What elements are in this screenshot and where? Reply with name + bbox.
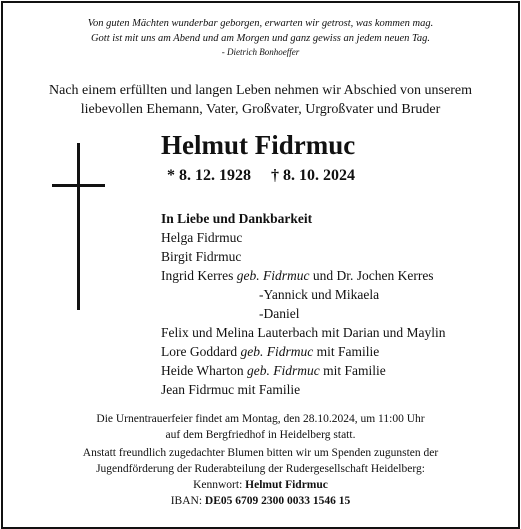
quote-author: - Dietrich Bonhoeffer xyxy=(221,47,300,57)
donation-line-1: Anstatt freundlich zugedachter Blumen bitten wir um Spenden zugunsten der xyxy=(82,447,439,459)
mourner-ingrid xyxy=(161,266,446,285)
mourner-heide xyxy=(161,361,446,380)
death-date: † 8. 10. 2024 xyxy=(271,167,355,184)
mourner-lore-rest: mit Familie xyxy=(313,344,380,359)
quote-line-2: Gott ist mit uns am Abend und am Morgen und ganz gewiss an jedem neuen Tag. xyxy=(90,33,431,44)
mourner-lore-name: Lore Goddard xyxy=(161,344,238,359)
mourner-heide-rest: mit Familie xyxy=(319,363,386,378)
iban-value: DE05 6709 2300 0033 1546 15 xyxy=(204,495,351,507)
donation-line-2: Jugendförderung der Ruderabteilung der Rudergesellschaft Heidelberg: xyxy=(96,463,425,475)
mourner-lore-geb: geb. Fidrmuc xyxy=(240,344,314,359)
mourner-birgit: Birgit Fidrmuc xyxy=(161,249,242,264)
mourners-heading: In Liebe und Dankbarkeit xyxy=(161,211,313,226)
ceremony-line-1: Die Urnentrauerfeier findet am Montag, den 28.10.2024, um 11:00 Uhr xyxy=(96,413,425,425)
grandchildren-2: -Daniel xyxy=(259,306,300,321)
ceremony-notice xyxy=(3,411,518,443)
mourner-ingrid-geb: geb. Fidrmuc xyxy=(236,268,310,283)
grandchildren-1: -Yannick und Mikaela xyxy=(259,287,380,302)
mourner-heide-geb: geb. Fidrmuc xyxy=(246,363,320,378)
donation-kennwort xyxy=(3,477,518,493)
donation-iban xyxy=(3,493,518,509)
deceased-name: Helmut Fidrmuc xyxy=(161,130,356,160)
quote-line-1: Von guten Mächten wunderbar geborgen, erwarten wir getrost, was kommen mag. xyxy=(87,18,434,29)
donation-notice xyxy=(3,445,518,509)
mourner-jean: Jean Fidrmuc mit Familie xyxy=(161,382,301,397)
kennwort-value: Helmut Fidrmuc xyxy=(245,479,328,491)
kennwort-label: Kennwort: xyxy=(193,479,246,491)
iban-label: IBAN: xyxy=(170,495,205,507)
mourner-lore xyxy=(161,342,446,361)
intro-line-1: Nach einem erfüllten und langen Leben nehmen wir Abschied von unserem xyxy=(49,83,472,98)
mourner-heide-name: Heide Wharton xyxy=(161,363,244,378)
cross-icon-horizontal xyxy=(52,184,105,187)
cross-icon-vertical xyxy=(77,143,80,310)
mourner-ingrid-name: Ingrid Kerres xyxy=(161,268,234,283)
obituary-frame xyxy=(1,1,520,529)
mourners-list xyxy=(161,209,446,399)
intro-text xyxy=(3,81,518,119)
mourner-ingrid-rest: und Dr. Jochen Kerres xyxy=(309,268,434,283)
ceremony-line-2: auf dem Bergfriedhof in Heidelberg statt. xyxy=(165,429,356,441)
birth-date: * 8. 12. 1928 xyxy=(167,167,251,184)
quote-block xyxy=(3,16,518,59)
mourner-felix: Felix und Melina Lauterbach mit Darian und Maylin xyxy=(161,325,446,340)
mourner-helga: Helga Fidrmuc xyxy=(161,230,243,245)
intro-line-2: liebevollen Ehemann, Vater, Großvater, Urgroßvater und Bruder xyxy=(80,102,441,117)
life-dates xyxy=(167,166,355,186)
